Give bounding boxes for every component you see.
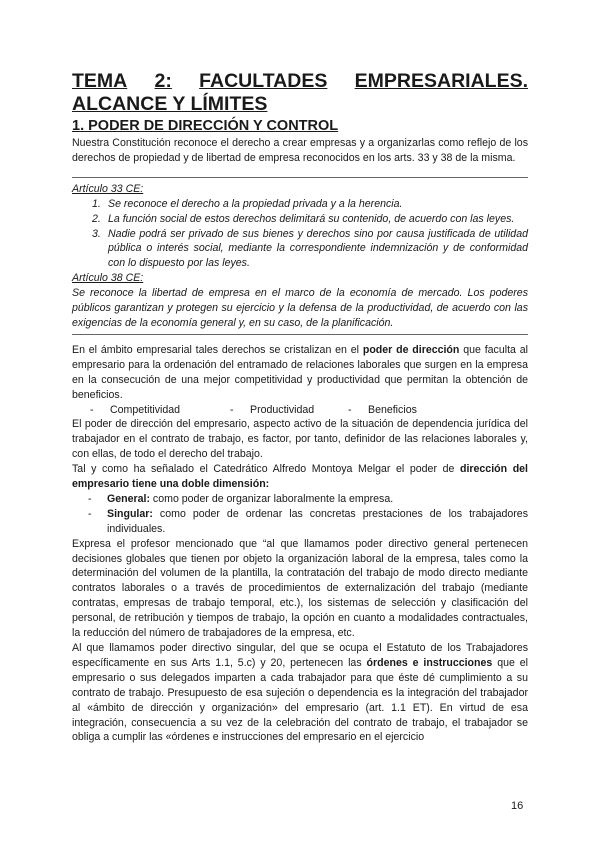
dash-bullet: - xyxy=(88,507,92,520)
title-word: EMPRESARIALES. xyxy=(354,70,528,92)
title-word: 2: xyxy=(154,70,172,92)
objectives-row xyxy=(72,403,528,418)
text-run: que el empresario o sus delegados imparten a cada trabajador para que éste dé cumplimiento a su contrato de trabajo. Presupuesto de esa sujeción o dependencia es la integración del trabajador al «ámbito de dirección y organización» del empresario (art. 1.1 ET). En virtud de esa integración, consecuencia a su vez de la celebración del contrato de trabajo, el trabajador se obliga a cumplir las «órdenes e instrucciones del empresario en el ejercicio xyxy=(72,656,529,744)
list-text: Se reconoce el derecho a la propiedad privada y a la herencia. xyxy=(108,197,403,210)
title-line-1 xyxy=(72,70,528,93)
article-38-heading: Artículo 38 CE: xyxy=(72,272,144,285)
title-word: TEMA xyxy=(72,70,128,92)
document-page xyxy=(72,70,528,745)
bold-term: General: xyxy=(107,492,150,505)
text-run: En el ámbito empresarial tales derechos se cristalizan en el xyxy=(72,343,363,356)
article-38-text: Se reconoce la libertad de empresa en el marco de la economía de mercado. Los poderes públicos garantizan y protegen su ejercicio y la defensa de la productividad, de acuerdo con las exigencias de la economía general y, en su caso, de la planificación. xyxy=(72,287,528,329)
section-heading: 1. PODER DE DIRECCIÓN Y CONTROL xyxy=(72,118,339,134)
text-run: como poder de ordenar las concretas prestaciones de los trabajadores individuales. xyxy=(107,507,528,535)
page-number: 16 xyxy=(511,800,524,812)
intro-paragraph: Nuestra Constitución reconoce el derecho a crear empresas y a organizarlas como reflejo de los derechos de propiedad y de libertad de empresa reconocidos en los arts. 33 y 38 de la misma. xyxy=(72,137,528,164)
objective-item: Beneficios xyxy=(368,403,417,416)
text-run: que faculta al empresario para la ordenación del entramado de relaciones laborales que surgen en la empresa en la consecución de una mejor competitividad y productividad que permitan la obtención de beneficios. xyxy=(72,343,528,401)
bullet-item xyxy=(72,507,528,537)
bullet-item xyxy=(72,492,528,507)
text-run: Tal y como ha señalado el Catedrático Alfredo Montoya Melgar el poder de xyxy=(72,463,460,476)
body-paragraph: Expresa el profesor mencionado que “al que llamamos poder directivo general pertenecen decisiones globales que tienen por objeto la organización laboral de la empresa, tales como la determinación del volumen de la plantilla, la contratación del trabajo de modo directo mediante contratos laborales o a través de procedimientos de externalización del trabajo (mediante contratas, empresas de trabajo temporal, etc.), los sistemas de selección y clasificación del personal, de retribución y tiempos de trabajo, la opción en cuanto a modalidades contractuales, la reducción del número de trabajadores de la empresa, etc. xyxy=(72,537,528,640)
title-line-2: ALCANCE Y LÍMITES xyxy=(72,93,268,115)
body-paragraph xyxy=(72,343,528,403)
text-run: Al que llamamos poder directivo singular, del que se ocupa el Estatuto de los Trabajadores específicamente en sus Arts 1.1, 5.c) y 20, pertenecen las xyxy=(72,642,528,669)
body-paragraph: El poder de dirección del empresario, aspecto activo de la situación de dependencia jurídica del trabajador en el contrato de trabajo, es factor, por tanto, definidor de las relaciones laborales y, con ellas, de todo el derecho del trabajo. xyxy=(72,418,528,461)
bold-term: poder de dirección xyxy=(362,343,460,356)
bold-term: órdenes e instrucciones xyxy=(366,656,493,669)
list-number: 1. xyxy=(92,197,101,210)
list-text: Nadie podrá ser privado de sus bienes y derechos sino por causa justificada de utilidad pública o interés social, mediante la correspondiente indemnización y de conformidad con lo dispuesto por las leyes. xyxy=(108,227,528,270)
dash-bullet: - xyxy=(88,492,92,505)
list-number: 2. xyxy=(92,212,101,225)
list-item xyxy=(72,197,528,212)
article-33-heading: Artículo 33 CE: xyxy=(72,182,144,195)
bullet-text xyxy=(107,507,528,537)
page-title xyxy=(72,70,528,116)
constitution-quote-box xyxy=(72,177,528,335)
body-paragraph xyxy=(72,641,528,745)
bold-term: Singular: xyxy=(107,507,153,520)
list-item xyxy=(72,227,528,272)
list-number: 3. xyxy=(92,227,101,240)
list-item xyxy=(72,212,528,227)
bold-term: dirección del empresario tiene una doble dimensión: xyxy=(72,463,528,491)
objective-item: Productividad xyxy=(250,403,315,416)
text-run: como poder de organizar laboralmente la empresa. xyxy=(149,492,394,505)
title-word: FACULTADES xyxy=(199,70,328,92)
dash-bullet: - xyxy=(230,403,234,416)
objective-item: Competitividad xyxy=(110,403,181,416)
dash-bullet: - xyxy=(90,403,94,416)
dash-bullet: - xyxy=(348,403,352,416)
list-text: La función social de estos derechos delimitará su contenido, de acuerdo con las leyes. xyxy=(108,212,515,225)
body-paragraph xyxy=(72,462,528,492)
bullet-text xyxy=(107,492,528,507)
